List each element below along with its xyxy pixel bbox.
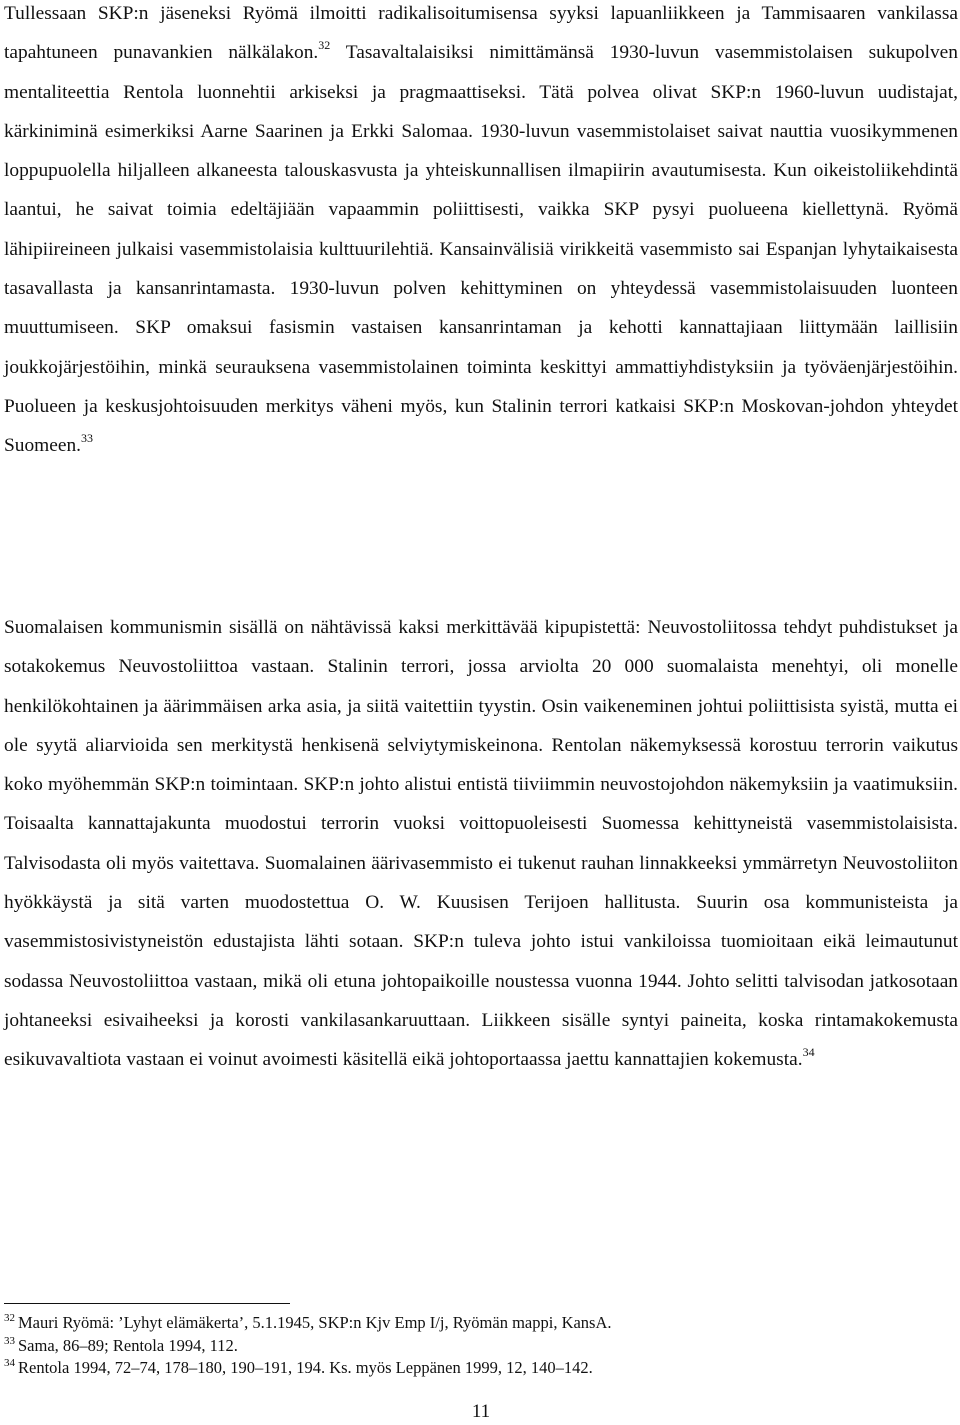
footnote-number: 34 — [4, 1357, 15, 1369]
footnote — [4, 1335, 958, 1358]
footnote-text: Rentola 1994, 72–74, 178–180, 190–191, 194. Ks. myös Leppänen 1999, 12, 140–142. — [18, 1358, 593, 1377]
footnote-separator — [4, 1303, 290, 1304]
body-paragraph — [4, 608, 958, 1080]
footnote — [4, 1357, 958, 1380]
footnote-number: 33 — [4, 1334, 15, 1347]
footnote-text: Mauri Ryömä: ’Lyhyt elämäkerta’, 5.1.1945, SKP:n Kjv Emp I/j, Ryömän mappi, KansA. — [18, 1313, 612, 1332]
footnote-text: Sama, 86–89; Rentola 1994, 112. — [18, 1335, 238, 1355]
paragraph-text: Tullessaan SKP:n jäseneksi Ryömä ilmoitti radikalisoitumisensa syyksi lapuanliikkeen ja Tammisaaren vankilassa tapahtuneen punavankien nälkälakon. — [4, 3, 958, 64]
footnote-number: 32 — [4, 1312, 15, 1324]
page-number: 11 — [471, 1401, 491, 1422]
footnote — [4, 1312, 958, 1335]
paragraph-text: Tasavaltalaisiksi nimittämänsä 1930-luvun vasemmistolaisen sukupolven mentaliteettia Rentola luonnehtii arkiseksi ja pragmaattiseksi. Tätä polvea olivat SKP:n 1960-luvun uudistajat, kärkiniminä esimerkiksi Aarne Saarinen ja Erkki Salomaa. 1930-luvun vasemmistolaiset saivat nauttia vuosikymmenen loppupuolella hiljalleen alkaneesta talouskasvusta ja yhteiskunnallisen ilmapiirin avautumisesta. Kun oikeistoliikehdintä laantui, he saivat toimia edeltäjiään vapaammin poliittisesti, vaikka SKP pysyi puolueena kiellettynä. Ryömä lähipiireineen julkaisi vasemmistolaisia kulttuurilehtiä. Kansainvälisiä virikkeitä vasemmisto sai Espanjan lyhytaikaisesta tasavallasta ja kansanrintamasta. 1930-luvun polven kehittyminen on yhteydessä vasemmistolaisuuden luonteen muuttumiseen. SKP omaksui fasismin vastaisen kansanrintaman ja kehotti kannattajiaan liittymään laillisiin joukkojärjestöihin, minkä seurauksena vasemmistolainen toiminta keskittyi ammattiyhdistyksiin ja työväenjärjestöihin. Puolueen ja keskusjohtoisuuden merkitys väheni myös, kun Stalinin terrori katkaisi SKP:n Moskovan-johdon yhteydet Suomeen. — [4, 42, 958, 457]
paragraph-text: Suomalaisen kommunismin sisällä on nähtävissä kaksi merkittävää kipupistettä: Neuvostoliitossa tehdyt puhdistukset ja sotakokemus Neuvostoliittoa vastaan. Stalinin terrori, jossa arviolta 20 000 suomalaista menehtyi, oli monelle henkilökohtainen ja äärimmäisen arka asia, ja siitä vaitettiin tyystin. Osin vaikeneminen johtui poliittisista syistä, mutta ei ole syytä aliarvioida sen merkitystä henkisenä selviytymiskeinona. Rentolan näkemyksessä korostuu terrorin vaikutus koko myöhemmän SKP:n toimintaan. SKP:n johto alistui entistä tiiviimmin neuvostojohdon näkemyksiin ja vaatimuksiin. Toisaalta kannattajakunta muodostui terrorin vuoksi voittopuoleisesti Suomessa kehittyneistä vasemmistolaisista. Talvisodasta oli myös vaitettava. Suomalainen äärivasemmisto ei tukenut rauhan linnakkeeksi ymmärretyn Neuvostoliiton hyökkäystä ja sitä varten muodostettua O. W. Kuusisen Terijoen hallitusta. Suurin osa kommunisteista ja vasemmistosivistyneistön edustajista lähti sotaan. SKP:n tuleva johto istui vankiloissa tuomioitaan eikä leimautunut sodassa Neuvostoliittoa vastaan, mikä oli etuna johtopaikoille noustessa vuonna 1944. Johto selitti talvisodan jatkosotaan johtaneeksi esivaiheeksi ja korosti vankilasankaruuttaan. Liikkeen sisälle syntyi paineita, koska rintamakokemusta esikuvavaltiota vastaan ei voinut avoimesti käsitellä eikä johtoportaassa jaettu kannattajien kokemusta. — [4, 617, 958, 1071]
footnote-reference: 33 — [81, 431, 94, 446]
footnotes — [4, 1312, 958, 1380]
footnote-reference: 32 — [318, 38, 331, 53]
body-paragraph — [4, 0, 958, 466]
footnote-reference: 34 — [802, 1045, 815, 1060]
